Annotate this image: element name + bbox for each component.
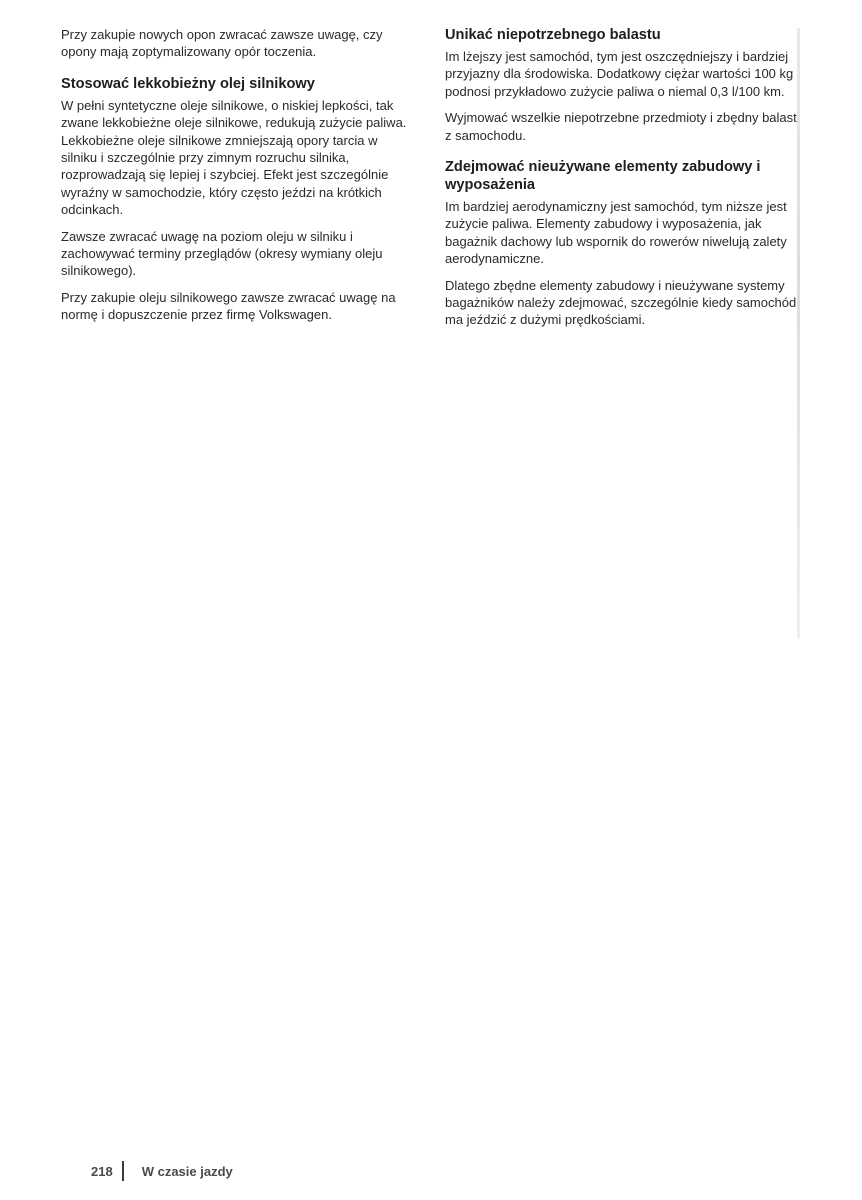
section-title: W czasie jazdy xyxy=(141,1163,233,1179)
paragraph-oil-level: Zawsze zwracać uwagę na poziom oleju w silniku i zachowywać terminy przeglądów (okresy wymiany oleju silnikowego). xyxy=(61,228,383,279)
heading-low-friction-oil: Stosować lekkobieżny olej silnikowy xyxy=(61,75,315,92)
paragraph-lighter-car: Im lżejszy jest samochód, tym jest oszczędniejszy i bardziej przyjazny dla środowiska. Dodatkowy ciężar wartości 100 kg podnosi przykładowo zużycie paliwa o niemal 0,3 l/100 km. xyxy=(445,49,794,99)
right-column xyxy=(445,26,797,338)
page-number: 218 xyxy=(91,1163,113,1179)
paragraph-synthetic-oils: W pełni syntetyczne oleje silnikowe, o niskiej lepkości, tak zwane lekkobieżne oleje silnikowe, redukują zużycie paliwa. Lekkobieżne oleje silnikowe zmniejszają opory tarcia w silniku i szczególnie przy zimnym rozruchu silnika, rozprowadzają się lepiej i szybciej. Efekt jest szczególnie wyraźny w samochodzie, który często jeździ na krótkich odcinkach. xyxy=(61,97,407,218)
footer-separator xyxy=(122,1161,124,1181)
paragraph-tyres: Przy zakupie nowych opon zwracać zawsze uwagę, czy opony mają zoptymalizowany opór toczenia. xyxy=(61,27,383,60)
paragraph-remove-items: Wyjmować wszelkie niepotrzebne przedmioty i zbędny balast z samochodu. xyxy=(445,110,797,143)
paragraph-oil-norm: Przy zakupie oleju silnikowego zawsze zwracać uwagę na normę i dopuszczenie przez firmę Volkswagen. xyxy=(61,289,396,323)
paragraph-remove-carriers: Dlatego zbędne elementy zabudowy i nieużywane systemy bagażników należy zdejmować, szczególnie kiedy samochód ma jeździć z dużymi prędkościami. xyxy=(445,277,797,328)
left-column xyxy=(61,26,416,333)
heading-remove-body-parts: Zdejmować nieużywane elementy zabudowy i wyposażenia xyxy=(445,159,761,194)
heading-avoid-ballast: Unikać niepotrzebnego balastu xyxy=(445,27,661,43)
page-footer xyxy=(91,1160,233,1182)
paragraph-aerodynamics: Im bardziej aerodynamiczny jest samochód, tym niższe jest zużycie paliwa. Elementy zabudowy i wyposażenia, jak bagażnik dachowy lub wspornik do rowerów niwelują zalety aerodynamiczne. xyxy=(445,199,787,267)
page-edge-tab-strip xyxy=(797,28,800,638)
